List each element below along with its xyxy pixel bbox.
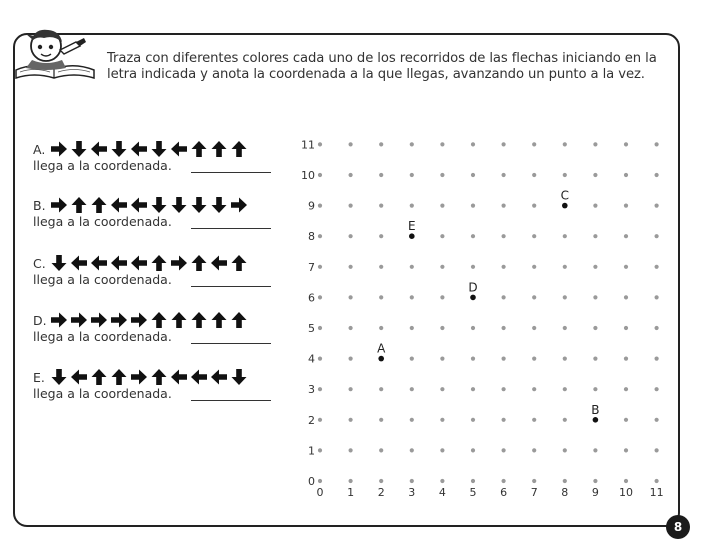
x-axis-label: 10 <box>619 486 633 499</box>
grid-dot <box>440 265 444 269</box>
grid-dot <box>440 204 444 208</box>
grid-dot <box>502 479 506 483</box>
grid-dot <box>410 142 414 146</box>
grid-dot <box>502 295 506 299</box>
grid-dot <box>502 418 506 422</box>
grid-dot <box>379 265 383 269</box>
grid-dot <box>318 234 322 238</box>
grid-dot <box>563 265 567 269</box>
grid-dot <box>318 387 322 391</box>
grid-dot <box>502 142 506 146</box>
grid-dot <box>471 448 475 452</box>
grid-dot <box>563 173 567 177</box>
grid-dot <box>410 357 414 361</box>
grid-dot <box>563 448 567 452</box>
grid-dot <box>349 265 353 269</box>
grid-dot <box>379 418 383 422</box>
x-axis-label: 1 <box>347 486 355 499</box>
grid-dot <box>655 357 659 361</box>
grid-dot <box>502 387 506 391</box>
grid-dot <box>532 418 536 422</box>
start-point-label: A <box>377 341 386 356</box>
y-axis-label: 5 <box>308 322 315 335</box>
grid-dot <box>349 418 353 422</box>
grid-dot <box>318 357 322 361</box>
grid-dot <box>593 387 597 391</box>
exercise-letter: D. <box>33 312 47 328</box>
grid-dot <box>624 173 628 177</box>
start-point-d <box>470 295 476 301</box>
grid-dot <box>410 326 414 330</box>
start-point-c <box>562 203 568 209</box>
x-axis-label: 9 <box>591 486 599 499</box>
exercise-letter: C. <box>33 255 46 271</box>
x-axis-label: 5 <box>469 486 477 499</box>
grid-dot <box>532 295 536 299</box>
y-axis-label: 11 <box>301 138 315 152</box>
grid-dot <box>349 173 353 177</box>
grid-dot <box>471 418 475 422</box>
grid-dot <box>440 142 444 146</box>
grid-dot <box>379 173 383 177</box>
grid-dot <box>563 326 567 330</box>
x-axis-label: 6 <box>500 486 508 499</box>
grid-dot <box>318 326 322 330</box>
y-axis-label: 2 <box>308 413 315 427</box>
grid-dot <box>349 326 353 330</box>
grid-dot <box>593 295 597 299</box>
grid-dot <box>502 265 506 269</box>
grid-dot <box>655 204 659 208</box>
y-axis-label: 3 <box>308 383 315 397</box>
grid-dot <box>655 234 659 238</box>
grid-dot <box>624 387 628 391</box>
grid-dot <box>655 387 659 391</box>
grid-dot <box>655 326 659 330</box>
grid-dot <box>563 295 567 299</box>
start-point-e <box>409 233 415 239</box>
grid-dot <box>563 387 567 391</box>
grid-dot <box>471 387 475 391</box>
grid-dot <box>318 204 322 208</box>
grid-dot <box>440 234 444 238</box>
grid-dot <box>318 142 322 146</box>
x-axis-label: 8 <box>561 486 569 499</box>
y-axis-label: 4 <box>308 352 315 366</box>
grid-dot <box>624 265 628 269</box>
x-axis-label: 7 <box>530 486 538 499</box>
grid-dot <box>624 142 628 146</box>
y-axis-label: 8 <box>308 230 315 244</box>
grid-dot <box>624 418 628 422</box>
grid-dot <box>379 326 383 330</box>
y-axis-label: 7 <box>308 260 315 274</box>
start-point-label: C <box>560 188 569 203</box>
y-axis-label: 10 <box>301 169 315 182</box>
grid-dot <box>440 448 444 452</box>
grid-dot <box>532 265 536 269</box>
grid-dot <box>655 479 659 483</box>
grid-dot <box>440 387 444 391</box>
grid-dot <box>593 142 597 146</box>
grid-dot <box>655 173 659 177</box>
grid-dot <box>502 234 506 238</box>
grid-dot <box>593 448 597 452</box>
exercise-prompt: llega a la coordenada. <box>33 329 172 344</box>
grid-dot <box>410 173 414 177</box>
grid-dot <box>563 234 567 238</box>
grid-dot <box>593 326 597 330</box>
grid-dot <box>440 418 444 422</box>
grid-dot <box>593 204 597 208</box>
grid-dot <box>379 479 383 483</box>
start-point-label: B <box>591 402 600 417</box>
grid-dot <box>318 295 322 299</box>
grid-dot <box>440 479 444 483</box>
grid-dot <box>593 234 597 238</box>
grid-dot <box>563 142 567 146</box>
grid-dot <box>655 295 659 299</box>
grid-dot <box>471 326 475 330</box>
grid-dot <box>410 448 414 452</box>
grid-dot <box>471 479 475 483</box>
grid-dot <box>502 448 506 452</box>
grid-dot <box>471 173 475 177</box>
grid-dot <box>502 326 506 330</box>
grid-dot <box>655 142 659 146</box>
grid-dot <box>410 265 414 269</box>
grid-dot <box>379 295 383 299</box>
x-axis-label: 11 <box>649 486 664 499</box>
exercise-prompt: llega a la coordenada. <box>33 158 172 173</box>
grid-dot <box>349 357 353 361</box>
exercise-letter: E. <box>33 369 45 385</box>
grid-dot <box>563 418 567 422</box>
x-axis-label: 0 <box>316 486 324 499</box>
grid-dot <box>440 326 444 330</box>
start-point-a <box>378 356 384 362</box>
grid-dot <box>593 265 597 269</box>
grid-dot <box>532 479 536 483</box>
grid-dot <box>349 234 353 238</box>
grid-dot <box>532 326 536 330</box>
grid-dot <box>532 357 536 361</box>
grid-dot <box>349 479 353 483</box>
grid-dot <box>502 173 506 177</box>
start-point-label: D <box>468 280 478 295</box>
grid-dot <box>349 448 353 452</box>
grid-dot <box>532 173 536 177</box>
page-number-badge: 8 <box>666 515 690 539</box>
grid-dot <box>410 295 414 299</box>
grid-dot <box>471 234 475 238</box>
grid-dot <box>655 448 659 452</box>
grid-dot <box>349 295 353 299</box>
grid-dot <box>593 357 597 361</box>
grid-dot <box>379 448 383 452</box>
exercise-prompt: llega a la coordenada. <box>33 214 172 229</box>
grid-dot <box>410 479 414 483</box>
y-axis-label: 0 <box>308 475 315 488</box>
grid-dot <box>471 204 475 208</box>
grid-dot <box>624 479 628 483</box>
grid-dot <box>502 204 506 208</box>
x-axis-label: 3 <box>408 486 416 499</box>
grid-dot <box>318 265 322 269</box>
grid-dot <box>379 387 383 391</box>
start-point-b <box>593 417 599 423</box>
grid-dot <box>532 448 536 452</box>
grid-dot <box>471 142 475 146</box>
grid-dot <box>624 448 628 452</box>
grid-dot <box>410 387 414 391</box>
y-axis-label: 1 <box>308 444 315 458</box>
grid-dot <box>624 326 628 330</box>
grid-dot <box>440 295 444 299</box>
exercise-prompt: llega a la coordenada. <box>33 386 172 401</box>
exercise-letter: A. <box>33 141 46 157</box>
grid-dot <box>655 265 659 269</box>
start-point-label: E <box>408 219 416 234</box>
grid-dot <box>318 173 322 177</box>
grid-dot <box>532 142 536 146</box>
grid-dot <box>563 357 567 361</box>
x-axis-label: 2 <box>377 486 385 499</box>
grid-dot <box>349 142 353 146</box>
grid-dot <box>655 418 659 422</box>
grid-dot <box>379 142 383 146</box>
grid-dot <box>532 234 536 238</box>
exercise-letter: B. <box>33 197 46 213</box>
grid-dot <box>410 418 414 422</box>
grid-dot <box>563 479 567 483</box>
grid-dot <box>593 479 597 483</box>
grid-dot <box>624 295 628 299</box>
grid-dot <box>471 357 475 361</box>
y-axis-label: 9 <box>308 199 315 213</box>
grid-dot <box>624 357 628 361</box>
x-axis-label: 4 <box>438 486 446 499</box>
grid-dot <box>318 479 322 483</box>
grid-dot <box>349 387 353 391</box>
grid-dot <box>410 204 414 208</box>
grid-dot <box>532 387 536 391</box>
grid-dot <box>349 204 353 208</box>
grid-dot <box>440 357 444 361</box>
exercise-prompt: llega a la coordenada. <box>33 272 172 287</box>
y-axis-label: 6 <box>308 291 315 305</box>
grid-dot <box>593 173 597 177</box>
grid-dot <box>318 418 322 422</box>
grid-dot <box>532 204 536 208</box>
grid-dot <box>318 448 322 452</box>
grid-dot <box>379 234 383 238</box>
grid-dot <box>379 204 383 208</box>
grid-dot <box>624 204 628 208</box>
instructions-text: Traza con diferentes colores cada uno de los recorridos de las flechas iniciando en la letra indicada y anota la coordenada a la que llegas, avanzando un punto a la vez. <box>107 51 657 82</box>
grid-dot <box>624 234 628 238</box>
grid-dot <box>471 265 475 269</box>
grid-dot <box>440 173 444 177</box>
grid-dot <box>502 357 506 361</box>
